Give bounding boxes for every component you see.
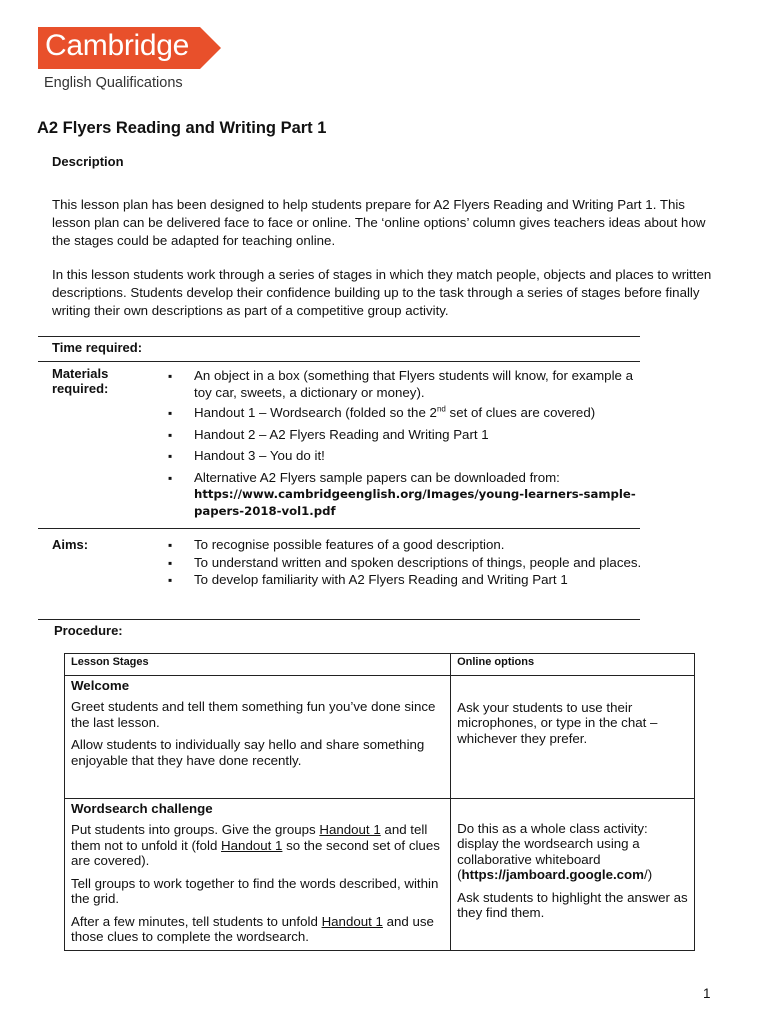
aims-label: Aims: <box>52 537 89 552</box>
stage-text: Allow students to individually say hello and share something enjoyable that they have done recently. <box>71 737 425 768</box>
time-required-label: Time required: <box>52 340 143 355</box>
aims-list <box>168 537 648 589</box>
logo-banner <box>38 27 221 69</box>
divider <box>38 361 640 362</box>
page-number: 1 <box>703 986 711 1001</box>
wordsearch-online-cell <box>451 798 695 950</box>
stage-text: Greet students and tell them something fun you’ve done since the last lesson. <box>71 699 436 730</box>
list-item: ▪ To recognise possible features of a good description. <box>168 537 648 554</box>
stage-text: Tell groups to work together to find the words described, within the grid. <box>71 875 439 906</box>
description-heading: Description <box>52 154 124 169</box>
list-item: ▪ To understand written and spoken descriptions of things, people and places. <box>168 555 648 572</box>
cambridge-logo <box>38 27 221 69</box>
handout-1-link[interactable]: Handout 1 <box>319 822 381 837</box>
stage-text: Put students into groups. Give the groups Handout 1 and tell them not to unfold it (fold Handout 1 so the second set of clues are covered). <box>71 822 440 868</box>
list-item: ▪ Handout 2 – A2 Flyers Reading and Writing Part 1 <box>168 427 648 444</box>
description-paragraph-1: This lesson plan has been designed to help students prepare for A2 Flyers Reading and Writing Part 1. This lesson plan can be delivered face to face or online. The ‘online options’ column gives teachers ideas about how the stages could be adapted for teaching online. <box>52 197 706 248</box>
materials-required-label: Materials required: <box>52 366 109 396</box>
jamboard-link[interactable]: https://jamboard.google.com <box>461 867 644 882</box>
table-row <box>65 798 695 950</box>
list-item: ▪ An object in a box (something that Flyers students will know, for example a toy car, sweets, a dictionary or money). <box>168 368 648 401</box>
divider <box>38 336 640 337</box>
table-row <box>65 675 695 798</box>
list-item: ▪ Handout 3 – You do it! <box>168 448 648 465</box>
welcome-online-cell <box>451 675 695 798</box>
stage-text: After a few minutes, tell students to unfold Handout 1 and use those clues to complete the wordsearch. <box>71 913 434 944</box>
handout-1-link[interactable]: Handout 1 <box>221 837 283 853</box>
description-paragraph-2: In this lesson students work through a series of stages in which they match people, objects and places to written descriptions. Students develop their confidence building up to the task through a series of stages before finally writing their own descriptions as part of a competitive group activity. <box>52 267 712 318</box>
logo-wordmark: Cambridge <box>45 29 190 62</box>
procedure-heading: Procedure: <box>54 623 123 638</box>
online-text: Ask students to highlight the answer as they find them. <box>457 889 688 920</box>
column-header-online-options: Online options <box>451 654 695 676</box>
divider <box>38 619 640 620</box>
logo-subtitle: English Qualifications <box>44 75 183 91</box>
page-title: A2 Flyers Reading and Writing Part 1 <box>37 119 327 137</box>
column-header-lesson-stages: Lesson Stages <box>65 654 451 676</box>
stage-title: Welcome <box>71 677 130 693</box>
table-header-row <box>65 654 695 676</box>
online-text: Do this as a whole class activity: display the wordsearch using a collaborative whiteboard (https://jamboard.google.com/) <box>457 820 653 882</box>
materials-list <box>168 368 648 520</box>
online-text: Ask your students to use their microphones, or type in the chat – whichever they prefer. <box>457 699 658 746</box>
wordsearch-stage-cell <box>65 798 451 950</box>
sample-papers-link[interactable]: https://www.cambridgeenglish.org/Images/young-learners-sample-papers-2018-vol1.pdf <box>194 487 636 518</box>
divider <box>38 528 640 529</box>
stage-title: Wordsearch challenge <box>71 800 213 816</box>
list-item: ▪ To develop familiarity with A2 Flyers Reading and Writing Part 1 <box>168 572 648 589</box>
handout-1-link[interactable]: Handout 1 <box>321 913 383 929</box>
procedure-table <box>64 653 695 951</box>
list-item: ▪ Alternative A2 Flyers sample papers can be downloaded from: https://www.cambridgeenglish.org/Images/young-learners-sample-papers-2018-vol1.pdf <box>168 470 648 521</box>
list-item: ▪ Handout 1 – Wordsearch (folded so the 2nd set of clues are covered) <box>168 405 648 422</box>
welcome-stage-cell <box>65 675 451 798</box>
